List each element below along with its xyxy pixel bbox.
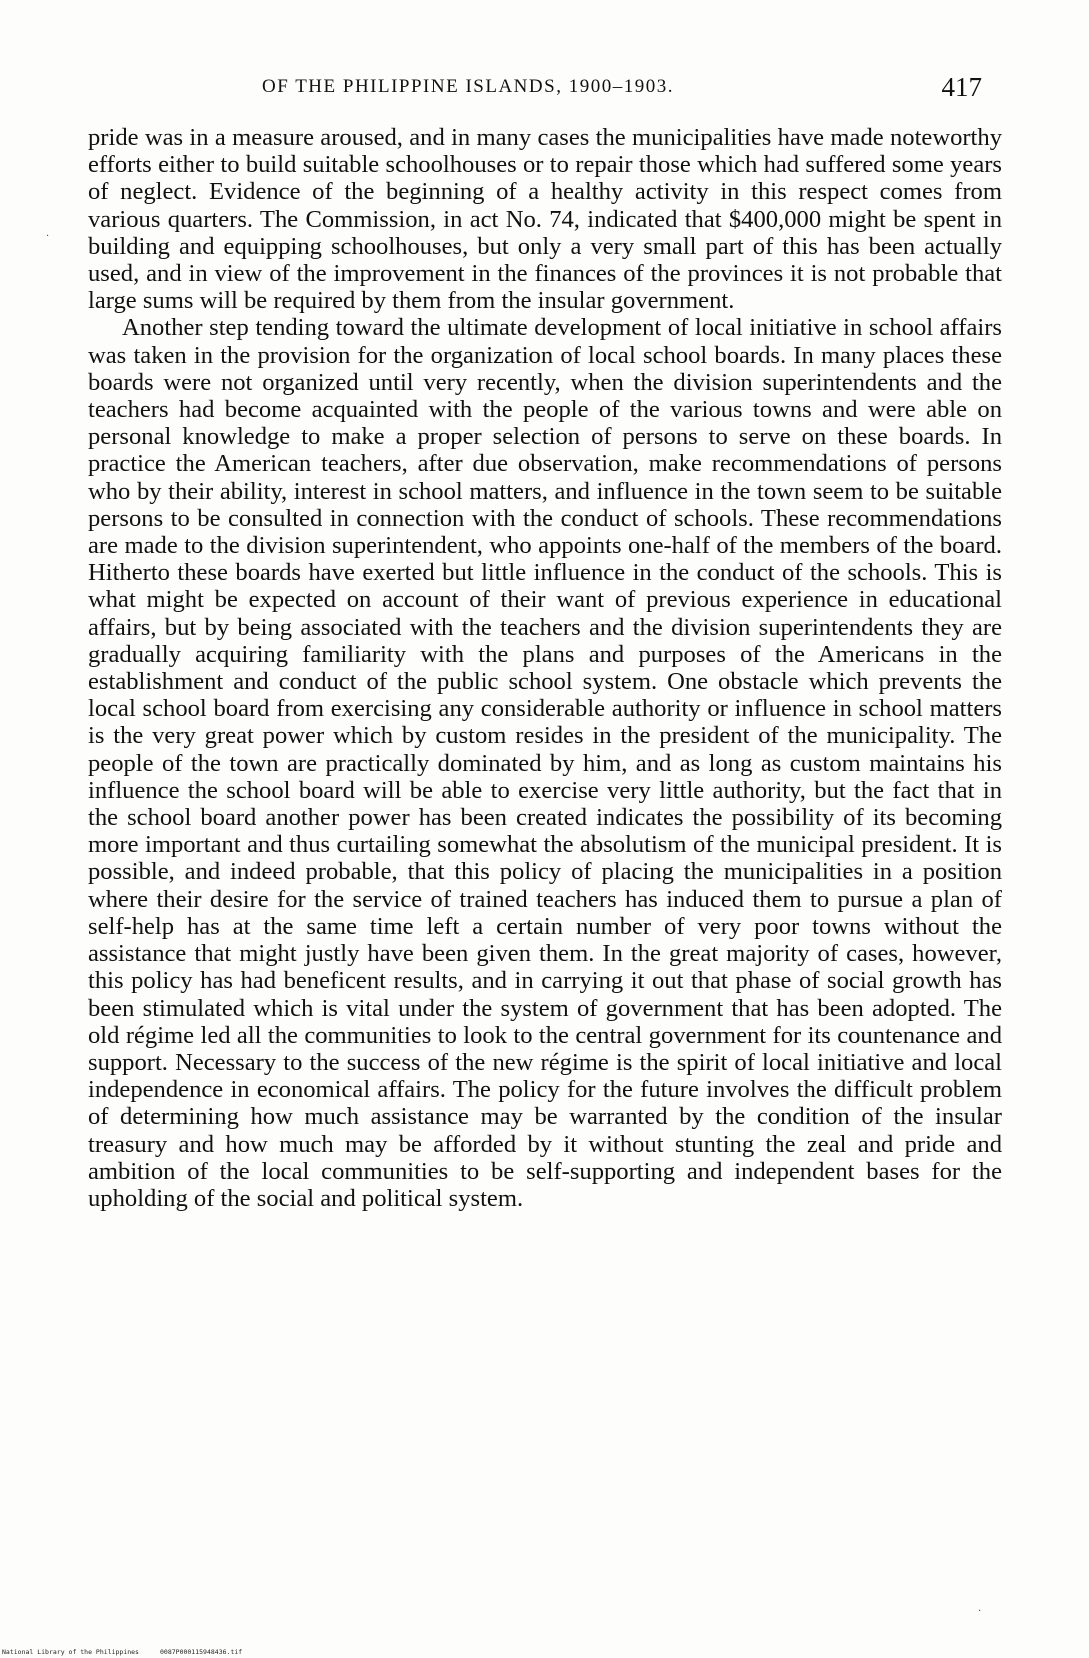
margin-mark: . (46, 228, 50, 239)
scan-file-id: 0087P000115948436.tif (160, 1648, 243, 1656)
page-header (262, 72, 982, 106)
body-text (88, 124, 1002, 1212)
margin-mark-bottom: · (978, 1606, 982, 1617)
running-head: OF THE PHILIPPINE ISLANDS, 1900–1903. (262, 76, 674, 97)
page-number: 417 (941, 72, 982, 102)
paragraph-school-boards: Another step tending toward the ultimate development of local initiative in school affairs was taken in the provision for the organization of local school boards. In many places these boards were not organized until very recently, when the division superintendents and the teachers had become acquainted with the people of the various towns and were able on personal knowledge to make a proper selection of persons to serve on these boards. In practice the American teachers, after due observation, make recommendations of persons who by their ability, interest in school matters, and influence in the town seem to be suitable persons to be consulted in connection with the conduct of schools. These recommendations are made to the division superintendent, who appoints one-half of the members of the board. Hitherto these boards have exerted but little influence in the conduct of the schools. This is what might be expected on account of their want of previous experience in educational affairs, but by being associated with the teachers and the division superintendents they are gradually acquiring familiarity with the plans and purposes of the Americans in the establishment and conduct of the public school system. One obstacle which prevents the local school board from exercising any considerable authority or influence in school matters is the very great power which by custom resides in the president of the municipality. The people of the town are practically dominated by him, and as long as custom maintains his influence the school board will be able to exercise very little authority, but the fact that in the school board another power has been created indicates the possibility of its becoming more important and thus curtailing somewhat the absolutism of the municipal president. It is possible, and indeed probable, that this policy of placing the municipalities in a position where their desire for the service of trained teachers has induced them to pursue a plan of self-help has at the same time left a certain number of very poor towns without the assistance that might justly have been given them. In the great majority of cases, however, this policy has had beneficent results, and in carrying it out that phase of social growth has been stimulated which is vital under the system of government that has been adopted. The old régime led all the communities to look to the central government for its countenance and support. Necessary to the success of the new régime is the spirit of local initiative and local independence in economical affairs. The policy for the future involves the difficult problem of determining how much assistance may be warranted by the condition of the insular treasury and how much may be afforded by it without stunting the zeal and pride and ambition of the local communities to be self-supporting and independent bases for the upholding of the social and political system. (88, 314, 1002, 1212)
paragraph-continued: pride was in a measure aroused, and in many cases the municipalities have made noteworthy efforts either to build suitable schoolhouses or to repair those which had suffered some years of neglect. Evidence of the beginning of a healthy activity in this respect comes from various quarters. The Commission, in act No. 74, indicated that $400,000 might be spent in building and equipping schoolhouses, but only a very small part of this has been actually used, and in view of the improvement in the finances of the provinces it is not probable that large sums will be required by them from the insular government. (88, 124, 1002, 315)
scan-credit: National Library of the Philippines (2, 1648, 139, 1656)
